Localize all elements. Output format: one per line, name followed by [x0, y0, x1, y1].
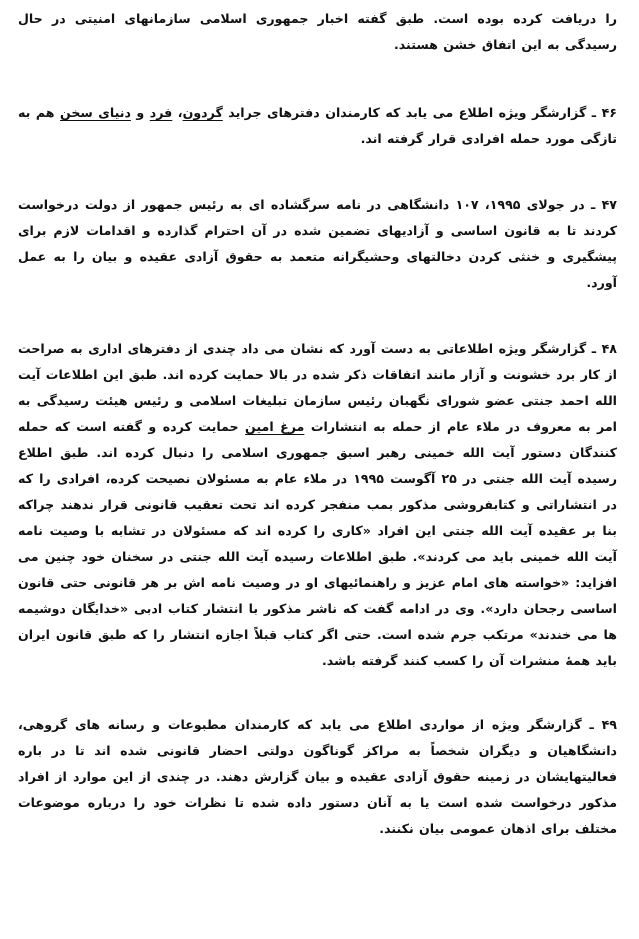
underlined-publication-name: گردون — [182, 105, 223, 120]
paragraph-text-mid: و — [130, 105, 150, 120]
paragraph-46 — [18, 100, 617, 152]
paragraph-49 — [18, 712, 617, 842]
paragraph-text: در جولای ۱۹۹۵، ۱۰۷ دانشگاهی در نامه سرگشاده ای به رئیس جمهور از دولت درخواست کردند تا به قانون اساسی و آزادیهای تضمین شده در آن احترام گذارده و اقدامات لازم برای پیشگیری و خنثی کردن دخالتهای وحشیگرانه متعمد به حقوق آزادی عقیده و بیان را به عمل آورد. — [18, 197, 617, 290]
paragraph-text-before: گزارشگر ویژه اطلاعاتی به دست آورد که نشان می داد چندی از دفترهای اداری به صراحت از کار برد خشونت و آزار مانند اتفاقات ذکر شده در بالا حمایت کرده اند. طبق این اطلاعات آیت الله احمد جنتی عضو شورای نگهبان رئیس سازمان تبلیغات اسلامی و رئیس هیئت رسیدگی به امر به معروف در ملاء عام از حمله به انتشارات — [18, 341, 617, 434]
paragraph-gap — [18, 296, 617, 336]
paragraph-dash: ـ — [586, 341, 597, 356]
paragraph-continuation — [18, 6, 617, 58]
underlined-publication-name: فرد — [149, 105, 173, 120]
paragraph-text-mid: ، — [172, 105, 183, 120]
paragraph-number: ۴۷ — [601, 197, 617, 212]
paragraph-text-after: هم به تازگی مورد حمله افرادی قرار گرفته اند. — [18, 105, 617, 146]
paragraph-dash: ـ — [584, 197, 596, 212]
underlined-publication-name: دنیای سخن — [60, 105, 131, 120]
paragraph-text-after: حمایت کرده و گفته است که حمله کنندگان دستور آیت الله خمینی رهبر اسبق جمهوری اسلامی را دنبال کرده اند. طبق اطلاع رسیده آیت الله جنتی در ۲۵ آگوست ۱۹۹۵ در ملاء عام به مسئولان نصیحت کرده، افرادی را که در انتشاراتی و کتابفروشی مذکور بمب منفجر کرده اند تحت تعقیب قانونی قرار ندهند چراکه بنا بر عقیده آیت الله جنتی این افراد «کاری را کرده اند که مسئولان در تشابه با وصیت نامه آیت الله خمینی باید می کردند». طبق اطلاعات رسیده آیت الله جنتی در سخنان خود چنین می افزاید: «خواسته های امام عزیز و راهنمائیهای او در وصیت نامه اش بر هر قانونی حتی قانون اساسی رجحان دارد». وی در ادامه گفت که ناشر مذکور با انتشار کتاب ادبی «خدایگان دوشیمه ها می خندند» مرتکب جرم شده است. حتی اگر کتاب قبلاً اجازه انتشار را که طبق قانون ایران باید همهٔ منشرات آن را کسب کنند گرفته باشد. — [18, 419, 617, 668]
paragraph-47 — [18, 192, 617, 296]
paragraph-gap — [18, 58, 617, 100]
paragraph-gap — [18, 152, 617, 192]
paragraph-gap — [18, 674, 617, 712]
paragraph-dash: ـ — [581, 717, 594, 732]
paragraph-dash: ـ — [586, 105, 597, 120]
paragraph-48 — [18, 336, 617, 674]
paragraph-number: ۴۸ — [601, 341, 617, 356]
paragraph-number: ۴۶ — [601, 105, 617, 120]
paragraph-text: را دریافت کرده بوده است. طبق گفته اخبار جمهوری اسلامی سازمانهای امنیتی در حال رسیدگی به این اتفاق خشن هستند. — [18, 11, 617, 52]
paragraph-text: گزارشگر ویژه از مواردی اطلاع می یابد که کارمندان مطبوعات و رسانه های گروهی، دانشگاهیان و دیگران شخصاً به مراکز گوناگون دولتی احضار قانونی شده اند تا در باره فعالیتهایشان در زمینه حقوق آزادی عقیده و بیان گزارش دهند. در چندی از این موارد از افراد مذکور درخواست شده است یا به آنان دستور داده شده تا نظرات خود را درباره موضوعات مختلف برای اذهان عمومی بیان نکنند. — [18, 717, 617, 836]
paragraph-number: ۴۹ — [601, 717, 617, 732]
paragraph-text-before: گزارشگر ویژه اطلاع می یابد که کارمندان دفترهای جراید — [222, 105, 587, 120]
underlined-publisher-name: مرغ امین — [245, 419, 305, 434]
